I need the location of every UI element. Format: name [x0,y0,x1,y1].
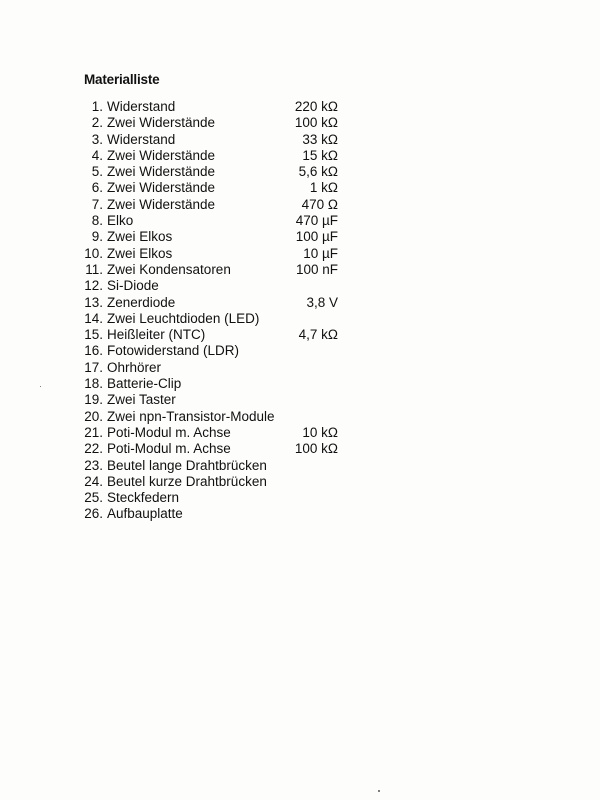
item-value: 100 nF [295,261,338,277]
item-label: Si-Diode [107,278,159,294]
item-number: 17. [84,359,103,375]
item-number: 1. [91,99,103,114]
list-item [78,311,338,327]
item-value: 4,7 kΩ [298,327,338,343]
list-item [78,99,338,115]
item-number: 24. [84,473,103,489]
item-value: 15 kΩ [302,147,338,163]
item-label: Zwei Widerstände [107,115,216,131]
item-label: Zenerdiode [107,294,176,310]
item-label: Zwei Elkos [107,245,173,261]
list-item [78,392,338,408]
item-number: 26. [84,506,103,522]
list-item [78,409,338,425]
item-value: 100 kΩ [294,441,338,457]
list-item [78,262,338,278]
item-value: 100 µF [295,229,338,245]
item-label: Zwei Elkos [107,229,173,245]
item-number: 13. [84,294,103,310]
list-item [78,229,338,245]
list-item [78,278,338,294]
item-label: Zwei Widerstände [107,164,216,180]
list-item [78,360,338,376]
list-item [78,474,338,490]
item-label: Beutel kurze Drahtbrücken [107,473,267,489]
item-label: Widerstand [107,99,176,114]
item-label: Beutel lange Drahtbrücken [107,457,267,473]
item-number: 11. [85,261,103,277]
item-label: Zwei Widerstände [107,180,216,196]
item-value: 3,8 V [306,294,338,310]
item-number: 12. [84,278,103,294]
item-number: 6. [91,180,103,196]
item-label: Heißleiter (NTC) [107,327,206,343]
item-number: 7. [91,196,103,212]
item-label: Widerstand [107,131,176,147]
item-value: 5,6 kΩ [298,164,338,180]
material-list [78,99,338,523]
item-label: Batterie-Clip [107,376,182,392]
list-item [78,458,338,474]
item-label: Steckfedern [107,490,180,506]
item-number: 4. [91,147,103,163]
list-item [78,197,338,213]
list-item [78,343,338,359]
item-value: 470 Ω [301,196,338,212]
item-number: 23. [84,457,103,473]
item-label: Zwei Leuchtdioden (LED) [107,310,260,326]
list-item [78,246,338,262]
page-title: Materialliste [84,72,160,87]
item-number: 18. [84,376,103,392]
item-label: Ohrhörer [107,359,162,375]
item-number: 2. [91,115,103,131]
list-item [78,425,338,441]
list-item [78,180,338,196]
item-number: 9. [91,229,103,245]
item-label: Poti-Modul m. Achse [107,441,231,457]
item-label: Zwei Taster [107,392,176,408]
item-value: 1 kΩ [309,180,338,196]
scan-speck [40,386,41,387]
item-value: 220 kΩ [294,99,338,114]
item-value: 10 µF [303,245,338,261]
item-label: Elko [107,213,134,229]
item-label: Fotowiderstand (LDR) [107,343,240,359]
item-number: 19. [84,392,103,408]
item-number: 10. [84,245,103,261]
item-number: 22. [84,441,103,457]
list-item [78,148,338,164]
list-item [78,213,338,229]
item-label: Zwei Widerstände [107,196,216,212]
item-number: 20. [84,408,103,424]
item-label: Zwei Kondensatoren [107,261,231,277]
item-number: 5. [91,164,103,180]
item-value: 33 kΩ [302,131,338,147]
item-number: 21. [84,424,103,440]
list-item [78,376,338,392]
list-item [78,490,338,506]
item-value: 10 kΩ [302,424,338,440]
item-label: Zwei Widerstände [107,147,216,163]
list-item [78,132,338,148]
item-label: Aufbauplatte [107,506,183,522]
item-number: 8. [91,213,103,229]
scan-speck [378,790,380,792]
list-item [78,164,338,180]
list-item [78,506,338,522]
item-number: 14. [84,310,103,326]
list-item [78,327,338,343]
list-item [78,441,338,457]
list-item [78,295,338,311]
item-number: 15. [84,327,103,343]
list-item [78,115,338,131]
item-number: 16. [84,343,103,359]
item-label: Poti-Modul m. Achse [107,424,231,440]
item-number: 25. [84,490,103,506]
item-label: Zwei npn-Transistor-Module [107,408,275,424]
item-number: 3. [91,131,103,147]
item-value: 100 kΩ [294,115,338,131]
item-value: 470 µF [295,213,338,229]
